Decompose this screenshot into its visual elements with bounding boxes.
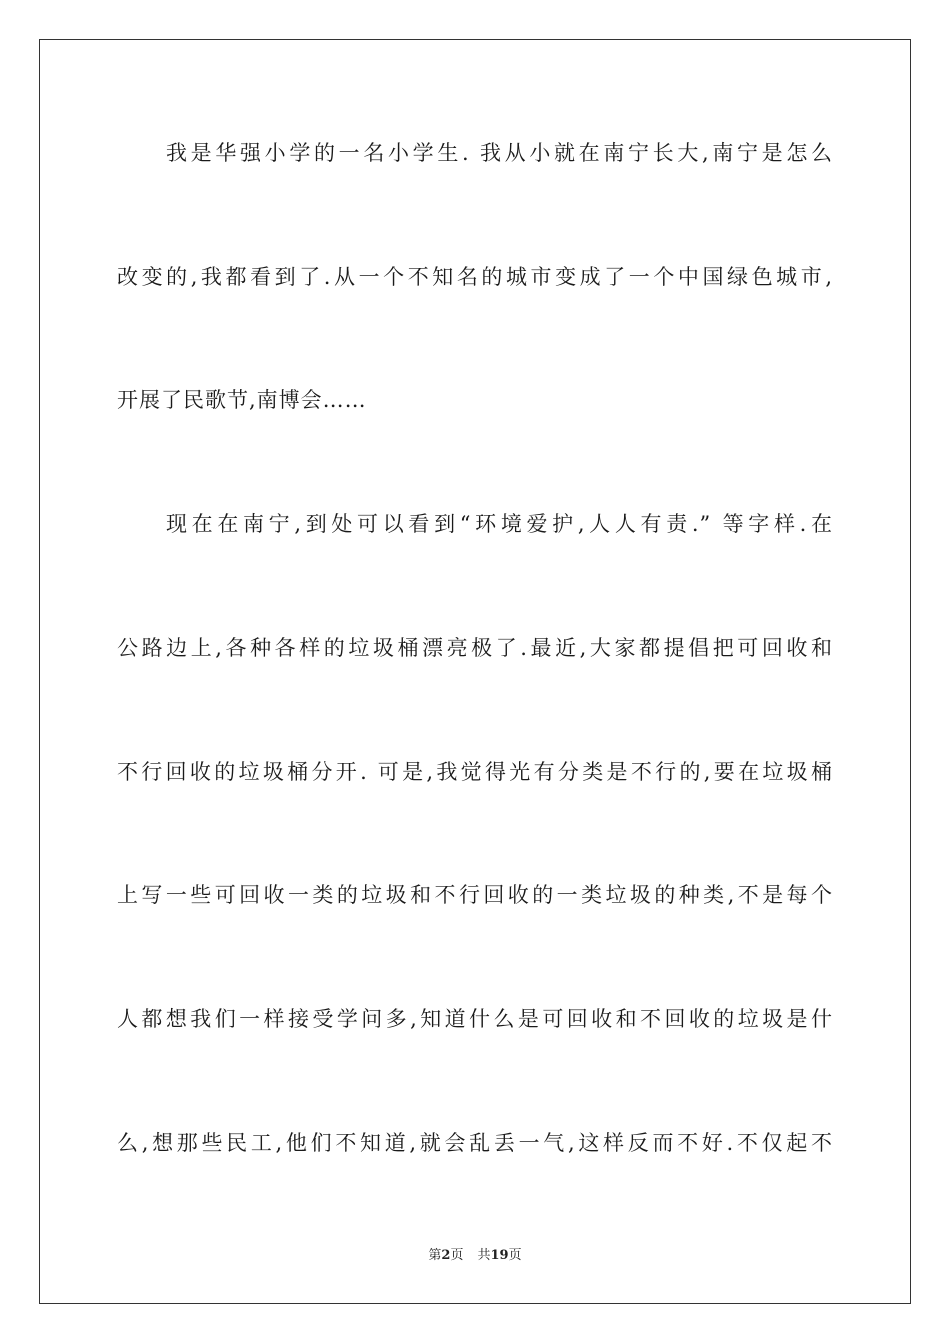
text-line: 不行回收的垃圾桶分开. 可是,我觉得光有分类是不行的,要在垃圾桶 bbox=[117, 760, 833, 784]
text-line: 人都想我们一样接受学问多,知道什么是可回收和不回收的垃圾是什 bbox=[117, 1007, 833, 1031]
text-line: 我是华强小学的一名小学生. 我从小就在南宁长大,南宁是怎么 bbox=[166, 141, 833, 165]
text-line: 上写一些可回收一类的垃圾和不行回收的一类垃圾的种类,不是每个 bbox=[117, 883, 833, 907]
page-suffix: 页 bbox=[450, 1248, 464, 1263]
text-line: 么,想那些民工,他们不知道,就会乱丢一气,这样反而不好.不仅起不 bbox=[117, 1131, 833, 1155]
page-number: 2 bbox=[441, 1248, 451, 1263]
text-line: 开展了民歌节,南博会…… bbox=[117, 388, 367, 412]
page-footer bbox=[0, 1247, 950, 1265]
page-border bbox=[39, 39, 911, 1304]
total-prefix: 共 bbox=[477, 1248, 491, 1263]
total-pages: 19 bbox=[490, 1248, 509, 1263]
page-prefix: 第 bbox=[428, 1248, 442, 1263]
text-line: 公路边上,各种各样的垃圾桶漂亮极了.最近,大家都提倡把可回收和 bbox=[117, 636, 833, 660]
text-line: 现在在南宁,到处可以看到“环境爱护,人人有责.” 等字样.在 bbox=[166, 512, 833, 536]
total-suffix: 页 bbox=[508, 1248, 522, 1263]
text-line: 改变的,我都看到了.从一个不知名的城市变成了一个中国绿色城市, bbox=[117, 265, 833, 289]
